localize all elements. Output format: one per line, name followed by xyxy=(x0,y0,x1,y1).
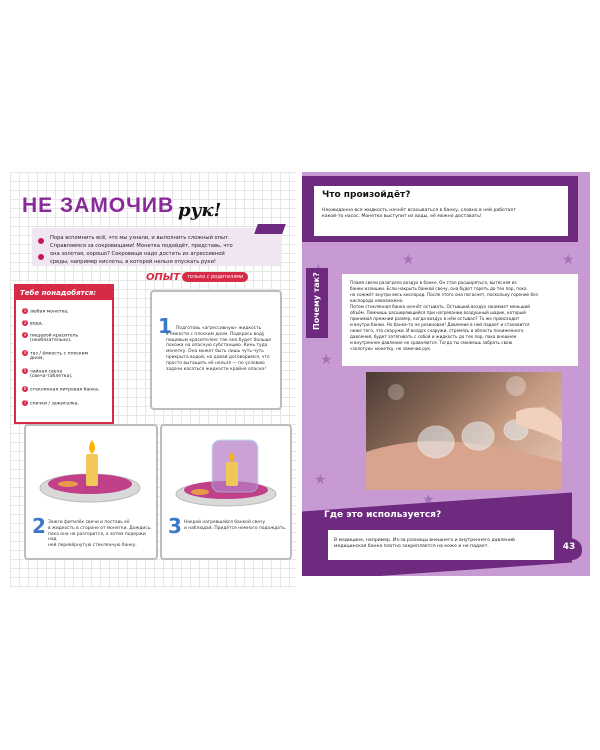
where-text xyxy=(334,538,550,550)
right-page xyxy=(302,172,590,576)
material-text: пищевой краситель xyxy=(30,333,79,339)
why-line: принимал прежний размер, когда воздух в нём остывал? То же происходит xyxy=(350,316,520,321)
material-item xyxy=(22,400,79,408)
why-line: не сожжёт внутри весь кислород. После этого она погаснет, поскольку горение без xyxy=(350,292,538,297)
material-text: стеклянная литровая банка, xyxy=(30,387,100,393)
why-line: банки излишки. Если накрыть банкой свечу, она будет гореть до тех пор, пока xyxy=(350,286,527,291)
step-line: в жидкость в стороне от монетки. Дождись, xyxy=(48,525,152,531)
step-line: пока она не разгорится, а затем подержи над xyxy=(48,531,146,543)
material-number: 5 xyxy=(23,368,27,373)
materials-box xyxy=(14,284,114,424)
materials-title: Тебе понадобятся: xyxy=(16,286,112,300)
what-title: Что произойдёт? xyxy=(322,190,411,200)
material-item xyxy=(22,308,69,316)
step-line: Накрой нагревшейся банкой свечу xyxy=(184,520,266,525)
why-line: ниже того, что снаружи. И воздух снаружи, стремясь в область пониженного xyxy=(350,328,524,333)
material-text: (свеча-таблетка), xyxy=(30,374,73,379)
why-line: кислорода невозможно. xyxy=(350,298,404,303)
intro-line: Пора вспомнить всё, что мы узнали, и выполнить сложный опыт. xyxy=(50,235,230,241)
step-3-card xyxy=(160,424,292,560)
step-line: задачи касаться жидкости крайне опасно! xyxy=(166,366,266,372)
step-line: пищевым красителем: так она будет больше xyxy=(166,337,272,343)
step-2-card xyxy=(24,424,158,560)
step-2-number: 2 xyxy=(32,514,46,538)
step-1-card xyxy=(150,290,282,410)
where-line: медицинская банка плотно закрепляется на коже и не падает. xyxy=(334,544,489,549)
step-line: монетку. Она может быть лишь чуть-чуть xyxy=(166,349,264,355)
step-line: Зажги фитилёк свечи и поставь её xyxy=(48,520,130,525)
parents-pill: только с родителями xyxy=(182,272,248,282)
why-line: Потом стеклянная банка начнёт остывать. Остывший воздух занимает меньший xyxy=(350,304,530,309)
why-line: объём. Помнишь расширяющийся при нагревании воздушный шарик, который xyxy=(350,310,526,315)
step-2-text xyxy=(48,520,152,549)
star-icon: ★ xyxy=(402,252,415,268)
what-text xyxy=(322,208,562,220)
star-icon: ★ xyxy=(562,252,575,268)
step-3-number: 3 xyxy=(168,514,182,538)
step-3-text xyxy=(184,520,288,532)
step-line: в ёмкости с плоским дном. Подкрась воду xyxy=(166,331,265,337)
material-text: чайная свеча xyxy=(30,369,63,375)
star-icon: ★ xyxy=(422,492,435,508)
material-item xyxy=(22,320,43,328)
experiment-label: ОПЫТ xyxy=(146,272,181,283)
intro-bullet-2 xyxy=(38,254,44,260)
why-line: Пламя свечи разогрело воздух в банке. Он стал расширяться, вытесняя из xyxy=(350,280,517,285)
why-line: и внутреннее давление не сравняются. Тогда ты сможешь забрать свою xyxy=(350,340,513,345)
step-line: ней перевёрнутую стеклянную банку. xyxy=(48,543,137,549)
page-number: 43 xyxy=(562,542,576,552)
why-line: давления, будет затягивать с собой и жидкость до тех пор, пока внешнее xyxy=(350,334,517,339)
material-item xyxy=(30,338,72,344)
what-line: какой-то насос. Монетка выступит из воды, её можно доставать! xyxy=(322,214,482,219)
step-line: Подготовь «агрессивную» жидкость xyxy=(176,326,262,331)
intro-line: среды, например кислоты, в которой нельзя опускать руки! xyxy=(50,259,216,265)
glass-cups-illustration xyxy=(366,372,562,490)
page-title: НЕ ЗАМОЧИВ xyxy=(22,194,175,217)
what-section xyxy=(314,186,568,236)
bowl-candle-illustration xyxy=(34,434,146,514)
step-line: просто вытащить её нельзя — по условию xyxy=(166,360,265,366)
why-section xyxy=(342,274,578,366)
material-text: вода, xyxy=(30,321,43,327)
what-line: Неожиданно вся жидкость начнёт всасываться в банку, словно в ней работает xyxy=(322,208,516,213)
material-number: 1 xyxy=(23,308,27,313)
material-number: 4 xyxy=(23,350,27,355)
intro-accent xyxy=(254,224,286,234)
star-icon: ★ xyxy=(314,472,327,488)
material-text: любая монетка, xyxy=(30,309,69,315)
why-line: и внутри банки. Но банка-то не резиновая! Давление в ней падает и становится xyxy=(350,322,530,327)
material-item xyxy=(30,374,73,380)
step-line: прикрыта водой, но давай договоримся, что xyxy=(166,354,270,360)
material-item xyxy=(22,386,99,394)
material-text: таз / ёмкость с плоским xyxy=(30,351,89,357)
step-line: и наблюдай. Придётся немного подождать. xyxy=(184,525,287,531)
why-text xyxy=(350,280,574,352)
material-text: (необязательно), xyxy=(30,338,72,343)
intro-line: она золотая, хорошо? Сокровище надо достать из агрессивной xyxy=(50,251,225,257)
material-number: 2 xyxy=(23,320,27,325)
where-section xyxy=(328,530,554,560)
step-1-number: 1 xyxy=(158,314,172,338)
intro-text xyxy=(50,234,280,266)
material-number: 6 xyxy=(23,386,27,391)
cupping-photo xyxy=(366,372,562,490)
intro-line: Справляемся за сокровищами! Монетка подойдёт, представь, что xyxy=(50,243,233,249)
why-label: Почему так? xyxy=(312,272,321,330)
left-page xyxy=(10,172,296,588)
material-text: спички / зажигалка. xyxy=(30,401,80,407)
why-line: «золотую» монетку, не замочив рук. xyxy=(350,346,432,351)
material-number: 3 xyxy=(23,332,27,337)
step-line: похожа на опасную субстанцию. Кинь туда xyxy=(166,343,268,349)
step-1-text xyxy=(166,326,276,372)
jar-over-candle-illustration xyxy=(170,434,282,514)
material-number: 7 xyxy=(23,400,27,405)
material-text: дном, xyxy=(30,356,44,361)
material-item xyxy=(30,356,44,362)
intro-bullet-1 xyxy=(38,238,44,244)
where-title: Где это используется? xyxy=(324,510,442,520)
where-line: В медицине, например. Из-за разницы внешнего и внутреннего давлений xyxy=(334,538,515,543)
page-title-script: рук! xyxy=(178,200,222,221)
star-icon: ★ xyxy=(320,352,333,368)
